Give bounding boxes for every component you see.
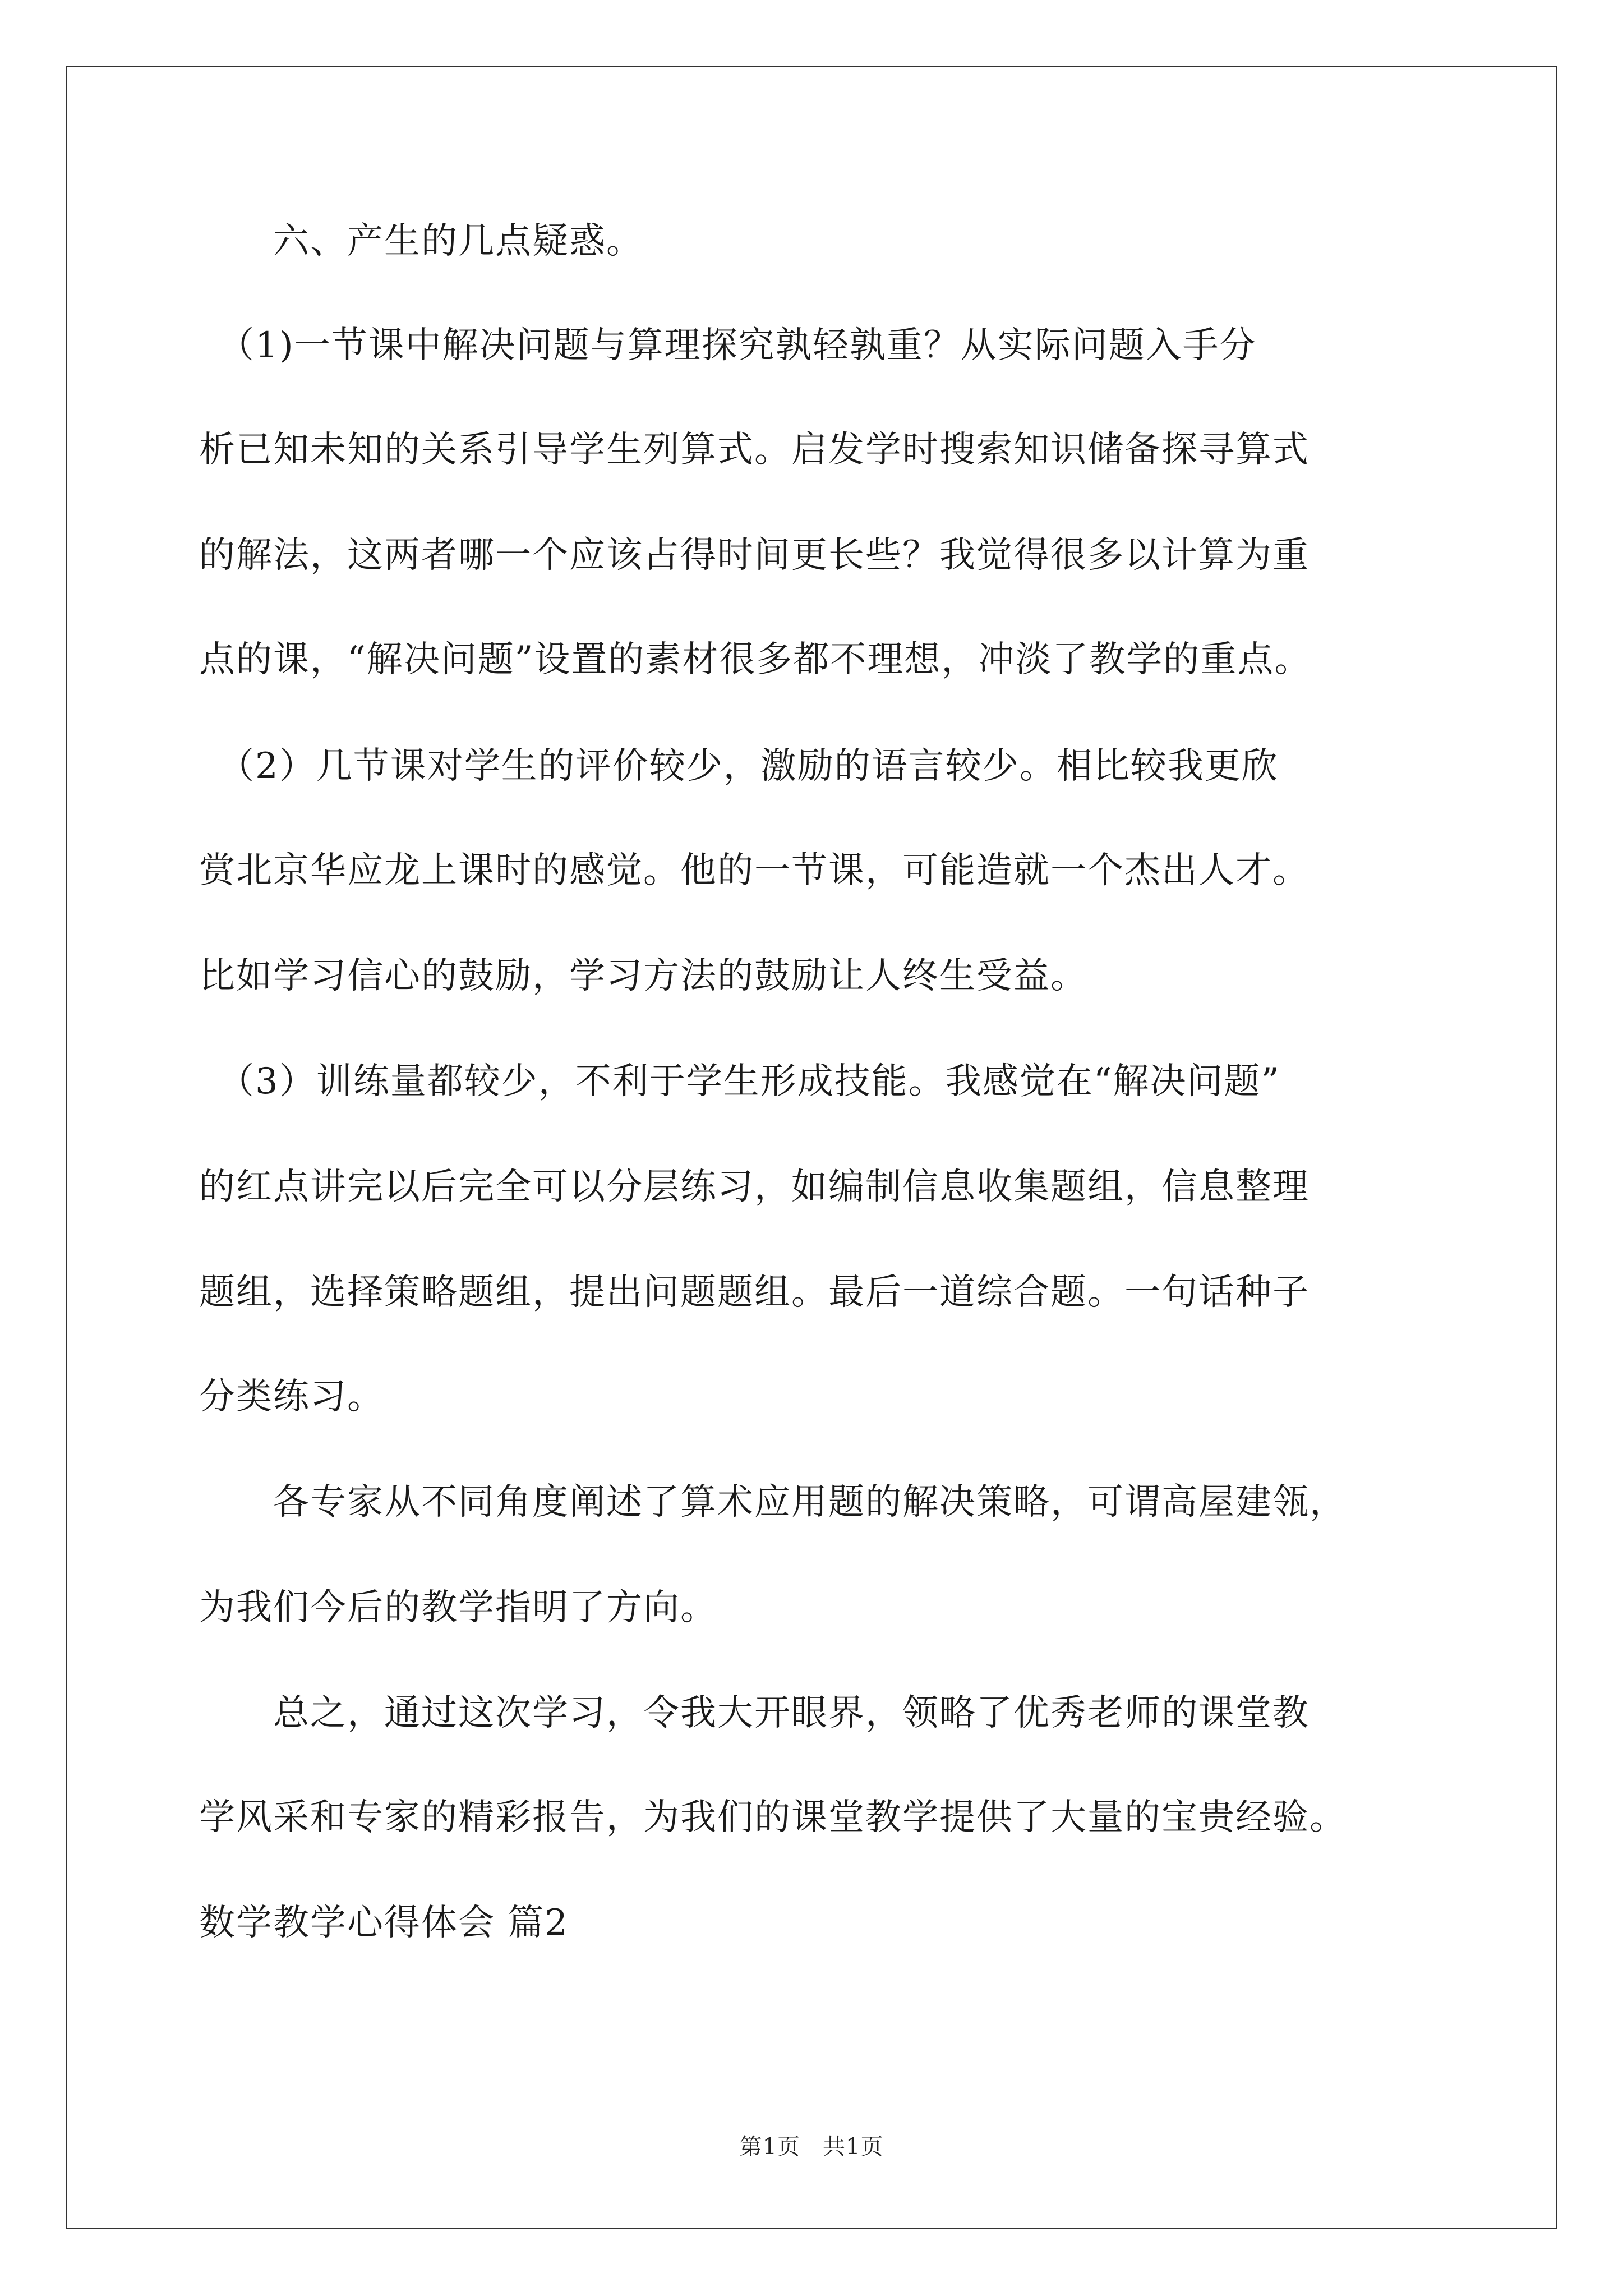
text-line: 分类练习。 [199, 1376, 384, 1418]
text-line: 点的课，“解决问题”设置的素材很多都不理想，冲淡了教学的重点。 [199, 639, 1312, 680]
text-line: 各专家从不同角度阐述了算术应用题的解决策略，可谓高屋建瓴， [199, 1481, 1347, 1523]
text-line: 的解法，这两者哪一个应该占得时间更长些？我觉得很多以计算为重 [199, 535, 1310, 576]
text-line: 为我们今后的教学指明了方向。 [199, 1587, 717, 1628]
section-heading: 数学教学心得体会 篇2 [199, 1902, 569, 1944]
text-line: （1)一节课中解决问题与算理探究孰轻孰重？从实际问题入手分 [199, 325, 1257, 366]
page-total: 共1页 [823, 2134, 884, 2160]
text-line: 六、产生的几点疑惑。 [199, 220, 643, 262]
text-line: 题组，选择策略题组，提出问题题组。最后一道综合题。一句话种子 [199, 1272, 1310, 1313]
text-line: 的红点讲完以后完全可以分层练习，如编制信息收集题组，信息整理 [199, 1166, 1310, 1208]
text-line: 析已知未知的关系引导学生列算式。启发学时搜索知识储备探寻算式 [199, 429, 1310, 471]
text-line: 学风采和专家的精彩报告，为我们的课堂教学提供了大量的宝贵经验。 [199, 1797, 1347, 1838]
text-line: （3）训练量都较少，不利于学生形成技能。我感觉在“解决问题” [199, 1061, 1281, 1102]
page-footer [0, 2129, 1623, 2161]
text-line: 赏北京华应龙上课时的感觉。他的一节课，可能造就一个杰出人才。 [199, 850, 1310, 891]
text-line: 总之，通过这次学习，令我大开眼界，领略了优秀老师的课堂教 [199, 1692, 1310, 1734]
text-line: 比如学习信心的鼓励，学习方法的鼓励让人终生受益。 [199, 955, 1087, 997]
page-number: 第1页 [739, 2134, 800, 2160]
text-line: （2）几节课对学生的评价较少，激励的语言较少。相比较我更欣 [199, 746, 1279, 787]
